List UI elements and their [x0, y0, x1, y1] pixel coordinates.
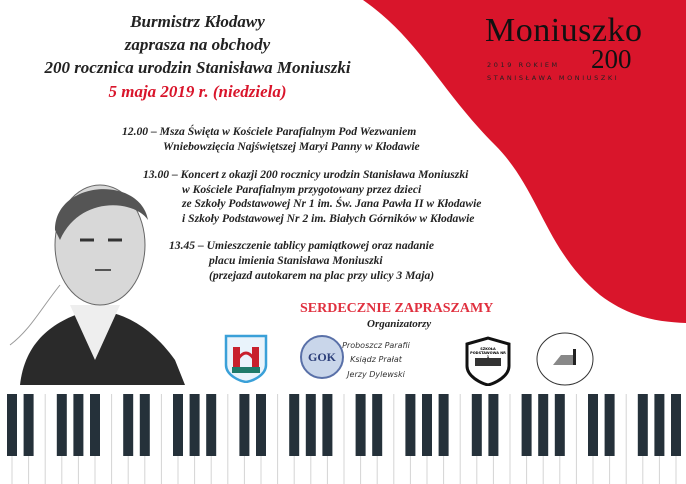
gok-logo: GOK: [300, 335, 344, 379]
school-2-logo: [535, 331, 595, 387]
black-key: [488, 394, 498, 456]
black-key: [24, 394, 34, 456]
black-key: [555, 394, 565, 456]
black-key: [190, 394, 200, 456]
black-key: [638, 394, 648, 456]
black-key: [256, 394, 266, 456]
organizer-line: Ksiądz Prałat: [350, 355, 402, 364]
invite-text: SERDECZNIE ZAPRASZAMY: [300, 301, 494, 316]
black-key: [140, 394, 150, 456]
schedule-item-1: 12.00 – Msza Święta w Kościele Parafialnym Pod Wezwaniem: [122, 125, 417, 138]
organizers-label: Organizatorzy: [367, 318, 432, 330]
black-key: [422, 394, 432, 456]
black-key: [289, 394, 299, 456]
black-key: [206, 394, 216, 456]
black-key: [57, 394, 67, 456]
schedule-line: Wniebowzięcia Najświętszej Maryi Panny w Kłodawie: [163, 140, 420, 153]
portrait-moniuszko: [0, 160, 200, 385]
black-key: [322, 394, 332, 456]
schedule-line: ze Szkoły Podstawowej Nr 1 im. Św. Jana Pawła II w Kłodawie: [182, 197, 482, 210]
school-1-logo: [463, 336, 513, 386]
event-date: 5 maja 2019 r. (niedziela): [108, 82, 287, 101]
black-key: [372, 394, 382, 456]
header-line1: Burmistrz Kłodawy: [130, 12, 265, 31]
header-line3: 200 rocznica urodzin Stanisława Moniuszki: [44, 58, 351, 77]
black-key: [90, 394, 100, 456]
black-key: [538, 394, 548, 456]
town-coat-of-arms-logo: [223, 333, 269, 383]
schedule-item-3: 13.45 – Umieszczenie tablicy pamiątkowej oraz nadanie: [169, 239, 435, 252]
black-key: [356, 394, 366, 456]
organizer-line: Proboszcz Parafii: [342, 341, 410, 350]
piano-keyboard: [0, 394, 686, 484]
black-key: [472, 394, 482, 456]
black-key: [605, 394, 615, 456]
logo-name: Moniuszko: [485, 12, 643, 49]
schedule-item-2: 13.00 – Koncert z okazji 200 rocznicy urodzin Stanisława Moniuszki: [143, 168, 469, 181]
black-key: [588, 394, 598, 456]
black-key: [73, 394, 83, 456]
logo-sub1: 2019 ROKIEM: [487, 61, 560, 69]
black-key: [654, 394, 664, 456]
logo-number: 200: [591, 44, 632, 74]
schedule-line: (przejazd autokarem na plac przy ulicy 3 Maja): [209, 269, 435, 282]
header-line2: zaprasza na obchody: [124, 35, 271, 54]
black-key: [239, 394, 249, 456]
black-key: [405, 394, 415, 456]
black-key: [7, 394, 17, 456]
black-key: [306, 394, 316, 456]
black-key: [522, 394, 532, 456]
logo-sub2: STANISŁAWA MONIUSZKI: [487, 74, 620, 82]
schedule-line: placu imienia Stanisława Moniuszki: [209, 254, 383, 267]
black-key: [173, 394, 183, 456]
schedule-line: i Szkoły Podstawowej Nr 2 im. Białych Górników w Kłodawie: [182, 212, 475, 225]
black-key: [439, 394, 449, 456]
black-key: [671, 394, 681, 456]
school-1-label: SZKOŁA PODSTAWOWA NR 1: [470, 347, 506, 359]
schedule-line: w Kościele Parafialnym przygotowany przez dzieci: [182, 183, 422, 196]
black-key: [123, 394, 133, 456]
organizer-line: Jerzy Dylewski: [347, 370, 405, 379]
